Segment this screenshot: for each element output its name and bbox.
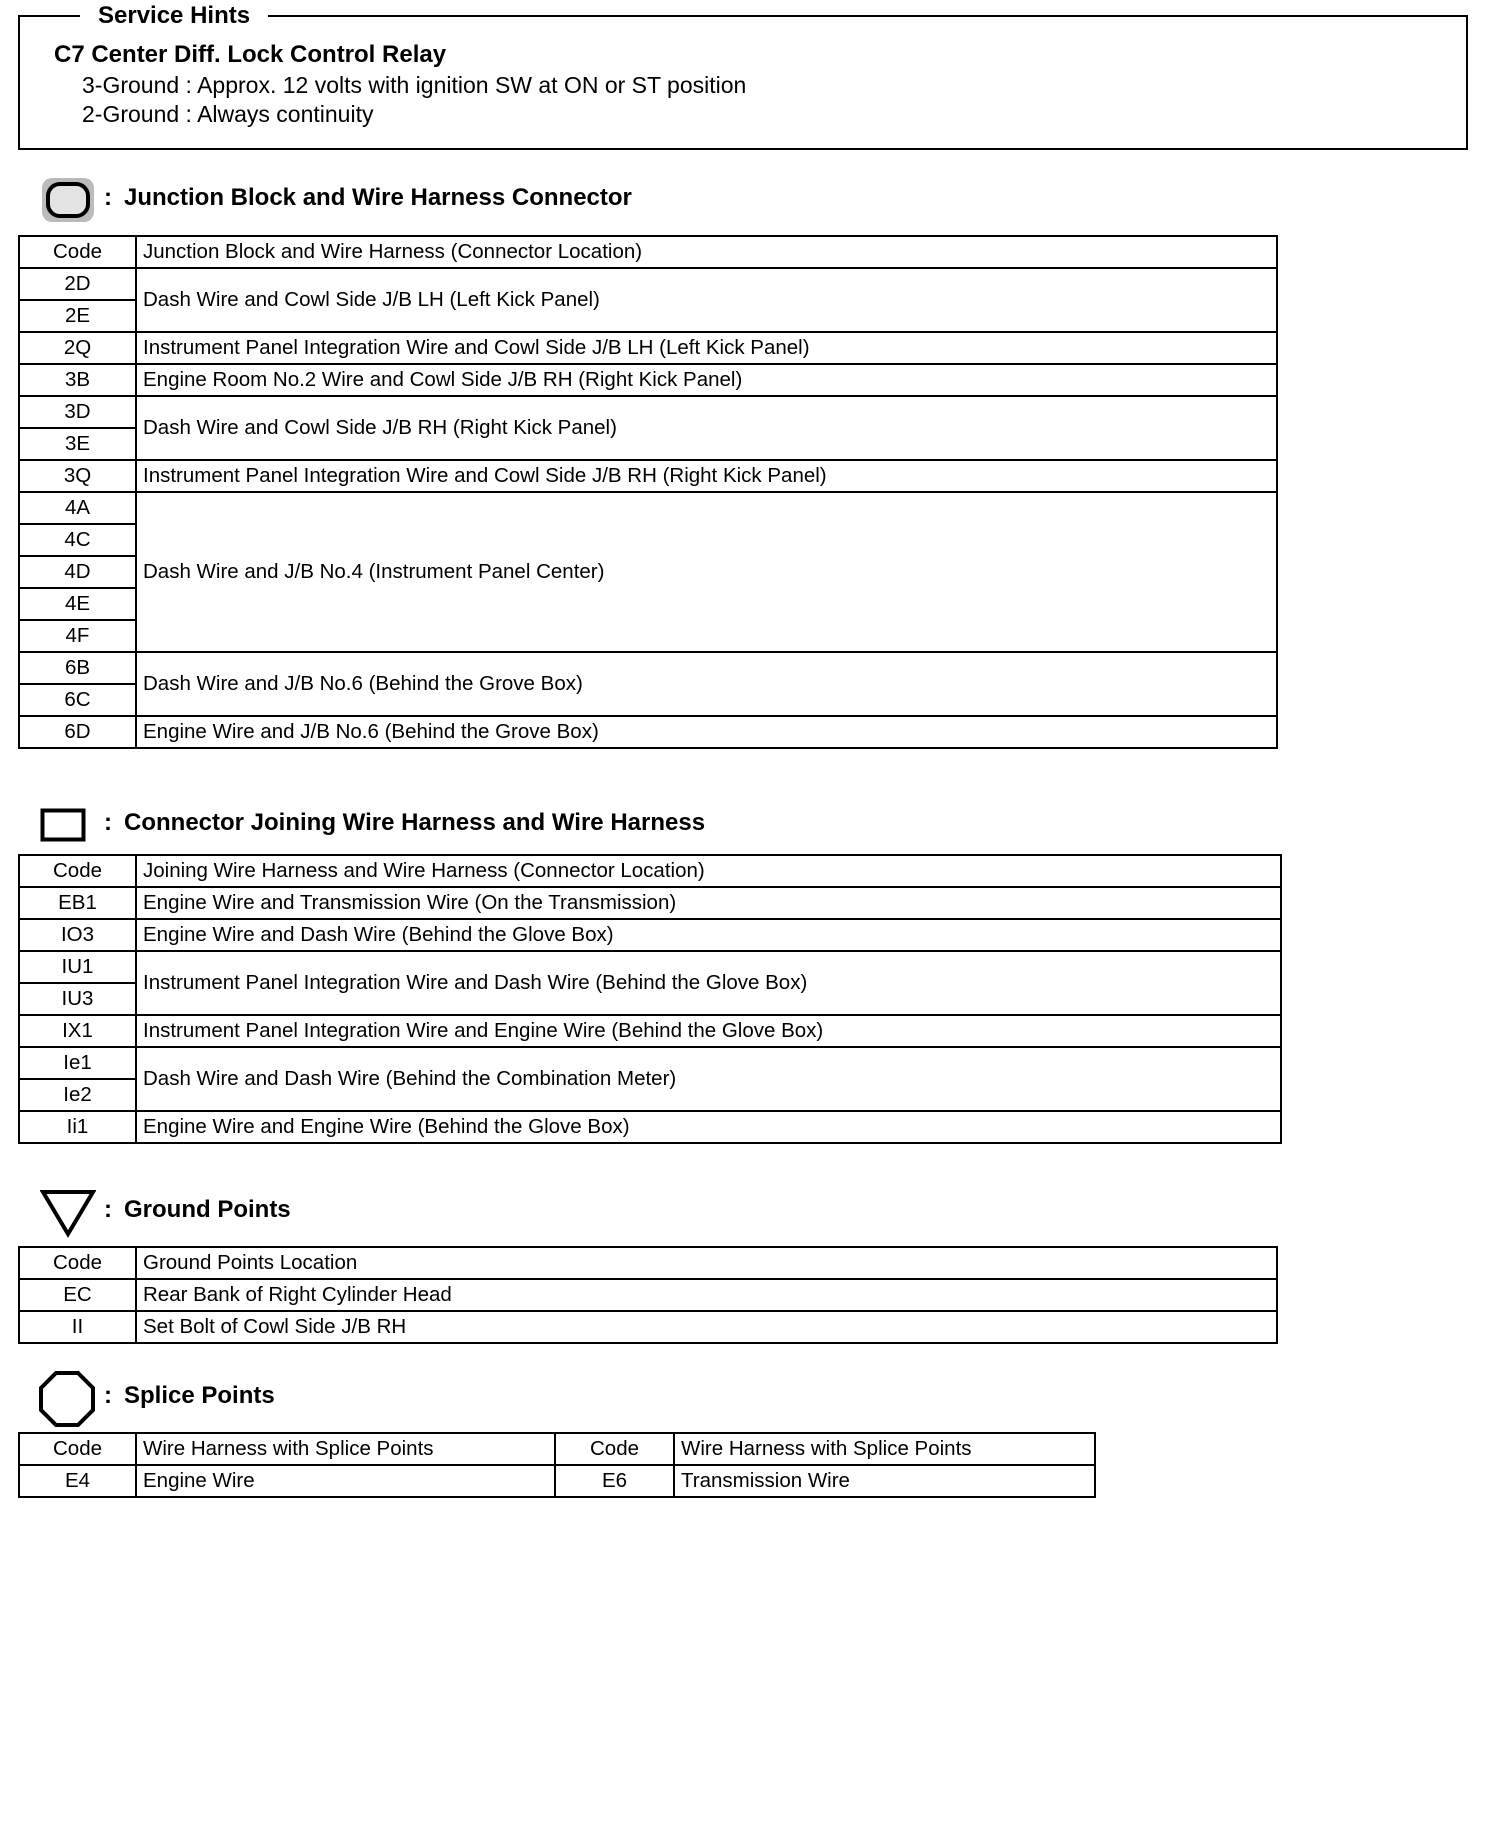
code-cell: 2Q — [19, 332, 136, 364]
code-cell: EC — [19, 1279, 136, 1311]
table-row — [19, 1311, 1277, 1343]
header-code: Code — [555, 1433, 674, 1465]
description-cell: Instrument Panel Integration Wire and Cowl Side J/B RH (Right Kick Panel) — [136, 460, 1277, 492]
table-row — [19, 492, 1277, 524]
description-cell: Rear Bank of Right Cylinder Head — [136, 1279, 1277, 1311]
service-hints-box — [18, 2, 1468, 150]
code-cell: 4A — [19, 492, 136, 524]
code-cell: 4E — [19, 588, 136, 620]
splice-title-text: Splice Points — [124, 1382, 275, 1409]
code-cell: 3D — [19, 396, 136, 428]
code-cell: Ie1 — [19, 1047, 136, 1079]
code-cell: IU3 — [19, 983, 136, 1015]
table-row — [19, 716, 1277, 748]
code-cell: 3E — [19, 428, 136, 460]
table-row — [19, 887, 1281, 919]
table-header-row — [19, 1433, 1095, 1465]
connector-section-title — [104, 809, 706, 837]
splice-octagon-symbol-icon — [38, 1370, 96, 1428]
code-cell: 3B — [19, 364, 136, 396]
service-hints-heading: C7 Center Diff. Lock Control Relay — [54, 41, 447, 68]
table-row — [19, 268, 1277, 300]
header-description: Wire Harness with Splice Points — [136, 1433, 555, 1465]
header-description: Joining Wire Harness and Wire Harness (Connector Location) — [136, 855, 1281, 887]
code-cell: II — [19, 1311, 136, 1343]
code-cell: 4F — [19, 620, 136, 652]
table-row — [19, 951, 1281, 983]
description-cell: Engine Wire and Transmission Wire (On the Transmission) — [136, 887, 1281, 919]
description-cell: Instrument Panel Integration Wire and Dash Wire (Behind the Glove Box) — [136, 951, 1281, 1015]
table-header-row — [19, 1247, 1277, 1279]
description-cell: Dash Wire and Dash Wire (Behind the Combination Meter) — [136, 1047, 1281, 1111]
service-hints-title: Service Hints — [80, 3, 268, 29]
description-cell: Transmission Wire — [674, 1465, 1095, 1497]
code-cell: IO3 — [19, 919, 136, 951]
code-cell: IU1 — [19, 951, 136, 983]
code-cell: Ie2 — [19, 1079, 136, 1111]
service-hint-line: 3-Ground : Approx. 12 volts with ignition SW at ON or ST position — [82, 72, 747, 98]
code-cell: Ii1 — [19, 1111, 136, 1143]
code-cell: IX1 — [19, 1015, 136, 1047]
code-cell: 6D — [19, 716, 136, 748]
description-cell: Engine Wire and J/B No.6 (Behind the Grove Box) — [136, 716, 1277, 748]
table-row — [19, 1047, 1281, 1079]
description-cell: Dash Wire and Cowl Side J/B LH (Left Kick Panel) — [136, 268, 1277, 332]
code-cell: 6C — [19, 684, 136, 716]
header-code: Code — [19, 1433, 136, 1465]
description-cell: Engine Wire — [136, 1465, 555, 1497]
table-row — [19, 396, 1277, 428]
description-cell: Engine Room No.2 Wire and Cowl Side J/B RH (Right Kick Panel) — [136, 364, 1277, 396]
connector-title-text: Connector Joining Wire Harness and Wire Harness — [124, 809, 706, 836]
section-colon: : — [104, 1382, 112, 1409]
ground-triangle-symbol-icon — [40, 1188, 96, 1238]
code-cell: 6B — [19, 652, 136, 684]
code-cell: 4D — [19, 556, 136, 588]
junction-block-table — [18, 235, 1278, 749]
code-cell: 3Q — [19, 460, 136, 492]
table-header-row — [19, 236, 1277, 268]
junction-block-title-text: Junction Block and Wire Harness Connector — [124, 184, 632, 211]
header-code: Code — [19, 855, 136, 887]
header-description: Ground Points Location — [136, 1247, 1277, 1279]
table-row — [19, 364, 1277, 396]
table-row — [19, 1111, 1281, 1143]
section-colon: : — [104, 184, 112, 211]
table-row — [19, 1015, 1281, 1047]
ground-title-text: Ground Points — [124, 1196, 291, 1223]
code-cell: 4C — [19, 524, 136, 556]
section-colon: : — [104, 1196, 112, 1223]
code-cell: EB1 — [19, 887, 136, 919]
service-hint-line: 2-Ground : Always continuity — [82, 101, 374, 127]
table-header-row — [19, 855, 1281, 887]
description-cell: Dash Wire and J/B No.4 (Instrument Panel Center) — [136, 492, 1277, 652]
header-description: Junction Block and Wire Harness (Connector Location) — [136, 236, 1277, 268]
junction-block-section-title — [104, 184, 632, 212]
table-row — [19, 652, 1277, 684]
code-cell: E6 — [555, 1465, 674, 1497]
section-colon: : — [104, 809, 112, 836]
code-cell: 2E — [19, 300, 136, 332]
table-row — [19, 460, 1277, 492]
description-cell: Instrument Panel Integration Wire and Engine Wire (Behind the Glove Box) — [136, 1015, 1281, 1047]
table-row — [19, 332, 1277, 364]
header-code: Code — [19, 236, 136, 268]
ground-section-title — [104, 1196, 291, 1224]
code-cell: 2D — [19, 268, 136, 300]
description-cell: Engine Wire and Engine Wire (Behind the Glove Box) — [136, 1111, 1281, 1143]
code-cell: E4 — [19, 1465, 136, 1497]
description-cell: Instrument Panel Integration Wire and Cowl Side J/B LH (Left Kick Panel) — [136, 332, 1277, 364]
description-cell: Dash Wire and J/B No.6 (Behind the Grove Box) — [136, 652, 1277, 716]
junction-block-symbol-icon — [40, 176, 96, 224]
connector-table — [18, 854, 1282, 1144]
connector-square-symbol-icon — [40, 808, 86, 842]
header-code: Code — [19, 1247, 136, 1279]
splice-table — [18, 1432, 1096, 1498]
description-cell: Dash Wire and Cowl Side J/B RH (Right Kick Panel) — [136, 396, 1277, 460]
description-cell: Engine Wire and Dash Wire (Behind the Glove Box) — [136, 919, 1281, 951]
splice-section-title — [104, 1382, 275, 1410]
table-row — [19, 1465, 1095, 1497]
ground-table — [18, 1246, 1278, 1344]
table-row — [19, 919, 1281, 951]
description-cell: Set Bolt of Cowl Side J/B RH — [136, 1311, 1277, 1343]
table-row — [19, 1279, 1277, 1311]
header-description: Wire Harness with Splice Points — [674, 1433, 1095, 1465]
